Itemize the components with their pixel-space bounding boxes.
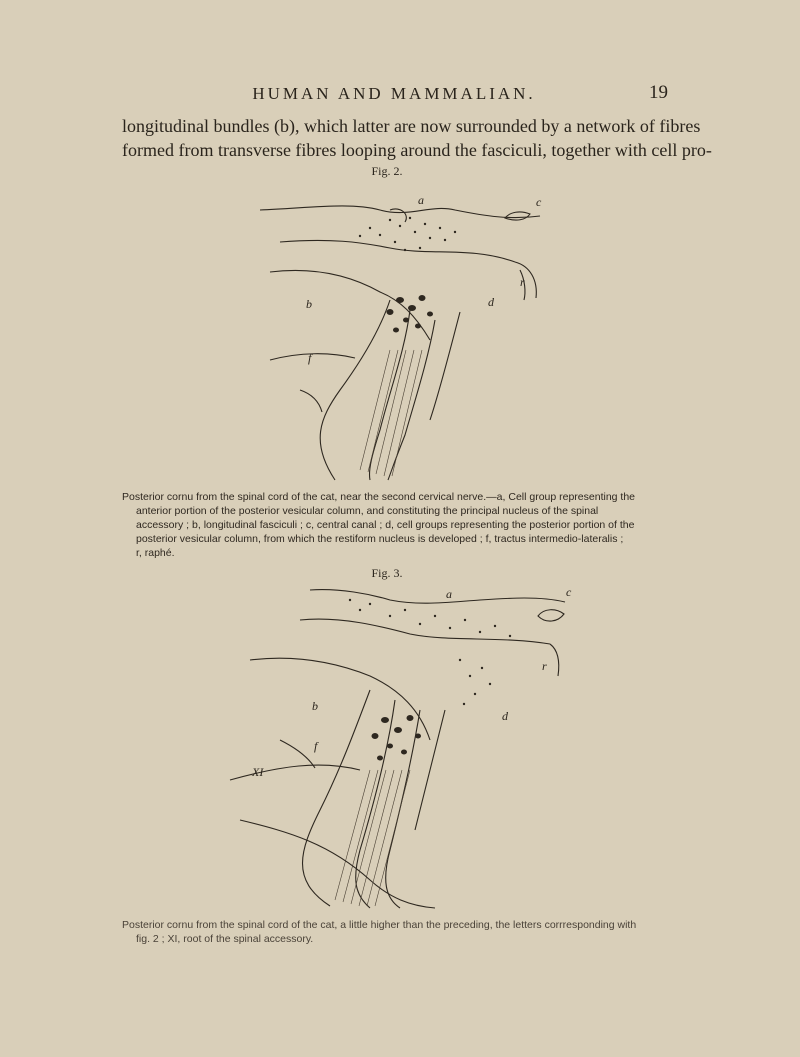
figure-2-caption [122, 490, 674, 560]
figure-3-label: Fig. 3. [371, 566, 403, 580]
fig2-caption-line: accessory ; b, longitudinal fasciculi ; c, central canal ; d, cell groups representing the posterior portion of the [136, 519, 635, 531]
figure-3-illustration [220, 580, 580, 910]
fig2-letter-f: f [308, 351, 312, 365]
running-header [120, 84, 668, 106]
page-number: 19 [649, 82, 668, 103]
figure-2-illustration [240, 180, 570, 485]
fig2-letter-r: r [520, 275, 525, 289]
fig2-caption-line: r, raphé. [136, 547, 175, 559]
body-line-2: formed from transverse fibres looping around the fasciculi, together with cell pro- [122, 140, 712, 160]
header-title: HUMAN AND MAMMALIAN. [252, 84, 536, 103]
fig3-letter-f: f [314, 739, 318, 753]
fig3-letter-c: c [566, 585, 572, 599]
figure-2-label: Fig. 2. [371, 164, 403, 178]
fig2-caption-line: posterior vesicular column, from which the restiform nucleus is developed ; f, tractus intermedio-lateralis ; [136, 533, 624, 545]
fig3-letter-a: a [446, 587, 452, 601]
fig3-letter-b: b [312, 699, 318, 713]
fig2-caption-line: Posterior cornu from the spinal cord of the cat, near the second cervical nerve.—a, Cell group representing the [122, 491, 636, 503]
body-line-1: longitudinal bundles (b), which latter are now surrounded by a network of fibres [122, 116, 701, 136]
fig3-letter-d: d [502, 709, 508, 723]
fig3-letter-r: r [542, 659, 547, 673]
figure-3-caption [122, 918, 674, 946]
fig2-letter-a: a [418, 193, 424, 207]
fig2-caption-line: anterior portion of the posterior vesicular column, and constituting the principal nucleus of the spinal [136, 505, 599, 517]
fig2-letter-b: b [306, 297, 312, 311]
fig3-caption-line: Posterior cornu from the spinal cord of the cat, a little higher than the preceding, the letters corrresponding with [122, 919, 637, 931]
fig2-letter-c: c [536, 195, 542, 209]
body-paragraph [122, 114, 712, 162]
fig3-caption-line: fig. 2 ; XI, root of the spinal accessory. [136, 933, 314, 945]
fig3-letter-xi: XI [252, 765, 264, 779]
fig2-letter-d: d [488, 295, 494, 309]
